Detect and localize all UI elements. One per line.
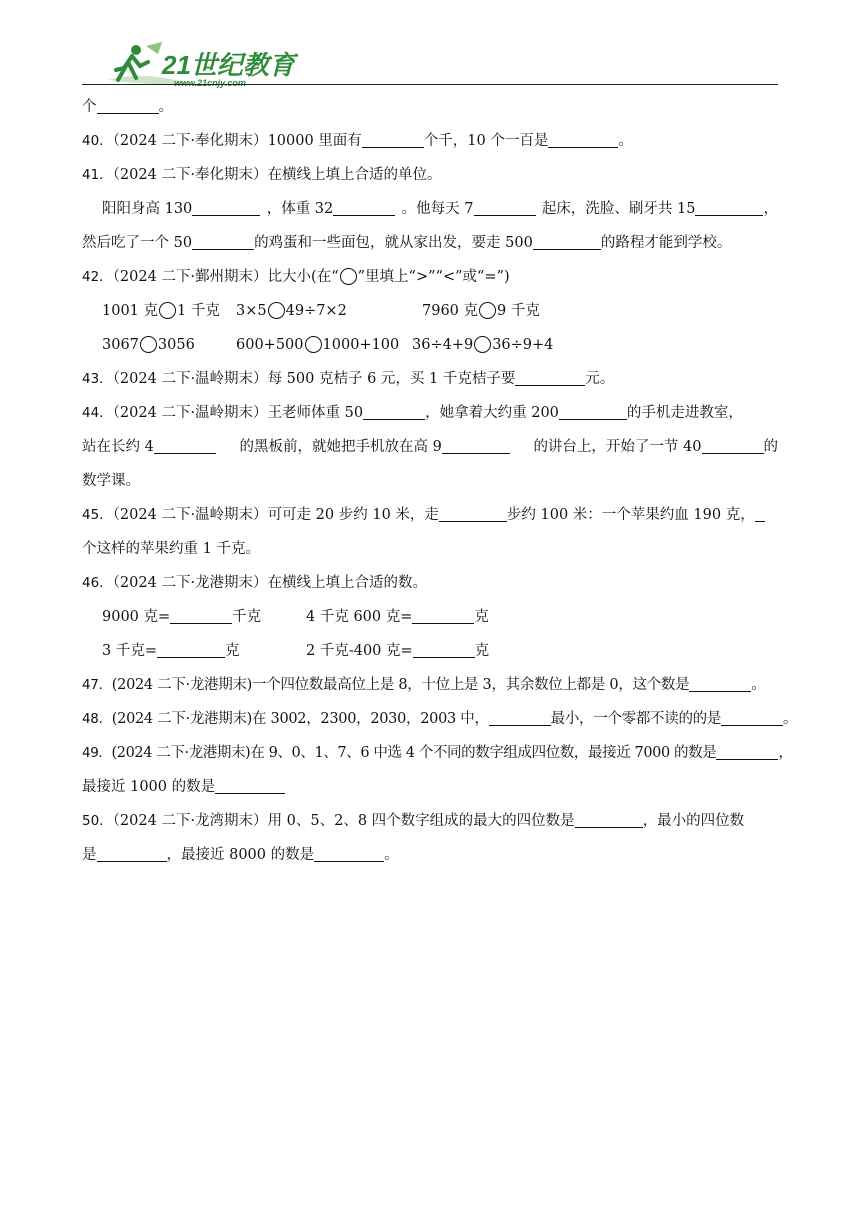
compare-circle <box>340 268 357 285</box>
compare-circle[interactable] <box>474 336 491 353</box>
q39-tail: 个 。 <box>82 90 778 124</box>
question-43: 43．（2024 二下·温岭期末）每 500 克桔子 6 元，买 1 千克桔子要 元。 <box>82 362 778 396</box>
question-list <box>82 90 798 872</box>
question-41: 41．（2024 二下·奉化期末）在横线上填上合适的单位。 <box>82 167 442 183</box>
question-49: 49．(2024 二下·龙港期末)在 9、0、1、7、6 中选 4 个不同的数字组成四位数，最接近 7000 的数是 ， <box>82 736 778 770</box>
site-logo <box>102 40 352 88</box>
question-46-row-2: 3 千克= 克 2 千克-400 克= 克 <box>82 634 778 668</box>
question-41-line-1: 阳阳身高 130 ，体重 32 。他每天 7 起床，洗脸、刷牙共 15 ， <box>82 192 778 226</box>
question-41-line-2: 然后吃了一个 50 的鸡蛋和一些面包，就从家出发，要走 500 的路程才能到学校。 <box>82 226 778 260</box>
answer-blank[interactable] <box>314 843 384 862</box>
question-42-row-2: 3067 3056 600+500 1000+100 36÷4+9 36÷9+4 <box>102 337 554 353</box>
answer-blank[interactable] <box>215 775 285 794</box>
question-44-line-3: 数学课。 <box>82 473 140 489</box>
compare-circle[interactable] <box>268 302 285 319</box>
compare-circle[interactable] <box>479 302 496 319</box>
compare-circle[interactable] <box>140 336 157 353</box>
question-50-line-2: 是 ，最接近 8000 的数是 。 <box>82 838 778 872</box>
answer-blank[interactable] <box>363 401 425 420</box>
answer-blank[interactable] <box>548 129 618 148</box>
answer-blank[interactable] <box>702 435 764 454</box>
answer-blank[interactable] <box>413 639 475 658</box>
answer-blank[interactable] <box>192 231 254 250</box>
answer-blank[interactable] <box>97 843 167 862</box>
svg-text:www.21cnjy.com: www.21cnjy.com <box>174 78 246 88</box>
question-49-line-2: 最接近 1000 的数是 <box>82 770 778 804</box>
answer-blank[interactable] <box>474 197 536 216</box>
question-47: 47．(2024 二下·龙港期末)一个四位数最高位上是 8，十位上是 3，其余数位上都是 0，这个数是 。 <box>82 668 778 702</box>
answer-blank[interactable] <box>716 741 778 760</box>
question-42-row-1: 1001 克 1 千克 3×5 49÷7×2 7960 克 9 千克 <box>102 303 540 319</box>
question-45-line-2: 个这样的苹果约重 1 千克。 <box>82 541 260 557</box>
question-44-line-2: 站在长约 4 的黑板前，就她把手机放在高 9 的讲台上，开始了一节 40 的 <box>82 430 778 464</box>
question-46: 46．（2024 二下·龙港期末）在横线上填上合适的数。 <box>82 575 428 591</box>
answer-blank[interactable] <box>533 231 601 250</box>
question-44: 44．（2024 二下·温岭期末）王老师体重 50 ，她拿着大约重 200 的手机走进教室， <box>82 396 778 430</box>
answer-blank[interactable] <box>755 503 765 522</box>
answer-blank[interactable] <box>333 197 395 216</box>
answer-blank[interactable] <box>362 129 424 148</box>
compare-circle[interactable] <box>305 336 322 353</box>
question-50: 50．（2024 二下·龙湾期末）用 0、5、2、8 四个数字组成的最大的四位数是 ，最小的四位数 <box>82 804 778 838</box>
compare-circle[interactable] <box>159 302 176 319</box>
answer-blank[interactable] <box>489 707 551 726</box>
answer-blank[interactable] <box>695 197 763 216</box>
answer-blank[interactable] <box>721 707 783 726</box>
answer-blank[interactable] <box>515 367 585 386</box>
answer-blank[interactable] <box>412 605 474 624</box>
svg-text:21世纪教育: 21世纪教育 <box>162 50 295 80</box>
question-40: 40．（2024 二下·奉化期末）10000 里面有 个千，10 个一百是 。 <box>82 124 778 158</box>
answer-blank[interactable] <box>559 401 627 420</box>
question-46-row-1: 9000 克= 千克 4 千克 600 克= 克 <box>82 600 778 634</box>
answer-blank[interactable] <box>154 435 216 454</box>
answer-blank[interactable] <box>439 503 507 522</box>
header-rule <box>82 84 778 85</box>
answer-blank[interactable] <box>170 605 232 624</box>
answer-blank[interactable] <box>575 809 643 828</box>
question-42: 42．（2024 二下·鄞州期末）比大小(在“ ”里填上“>”“<”或“=”) <box>82 269 510 285</box>
answer-blank[interactable] <box>442 435 510 454</box>
answer-blank[interactable] <box>97 95 159 114</box>
answer-blank[interactable] <box>192 197 260 216</box>
answer-blank[interactable] <box>157 639 225 658</box>
question-48: 48．(2024 二下·龙港期末)在 3002，2300，2030，2003 中， 最小，一个零都不读的的是 。 <box>82 702 778 736</box>
question-45: 45．（2024 二下·温岭期末）可可走 20 步约 10 米，走 步约 100 米：一个苹果约血 190 克， <box>82 498 778 532</box>
page-header <box>82 36 778 88</box>
answer-blank[interactable] <box>689 673 751 692</box>
